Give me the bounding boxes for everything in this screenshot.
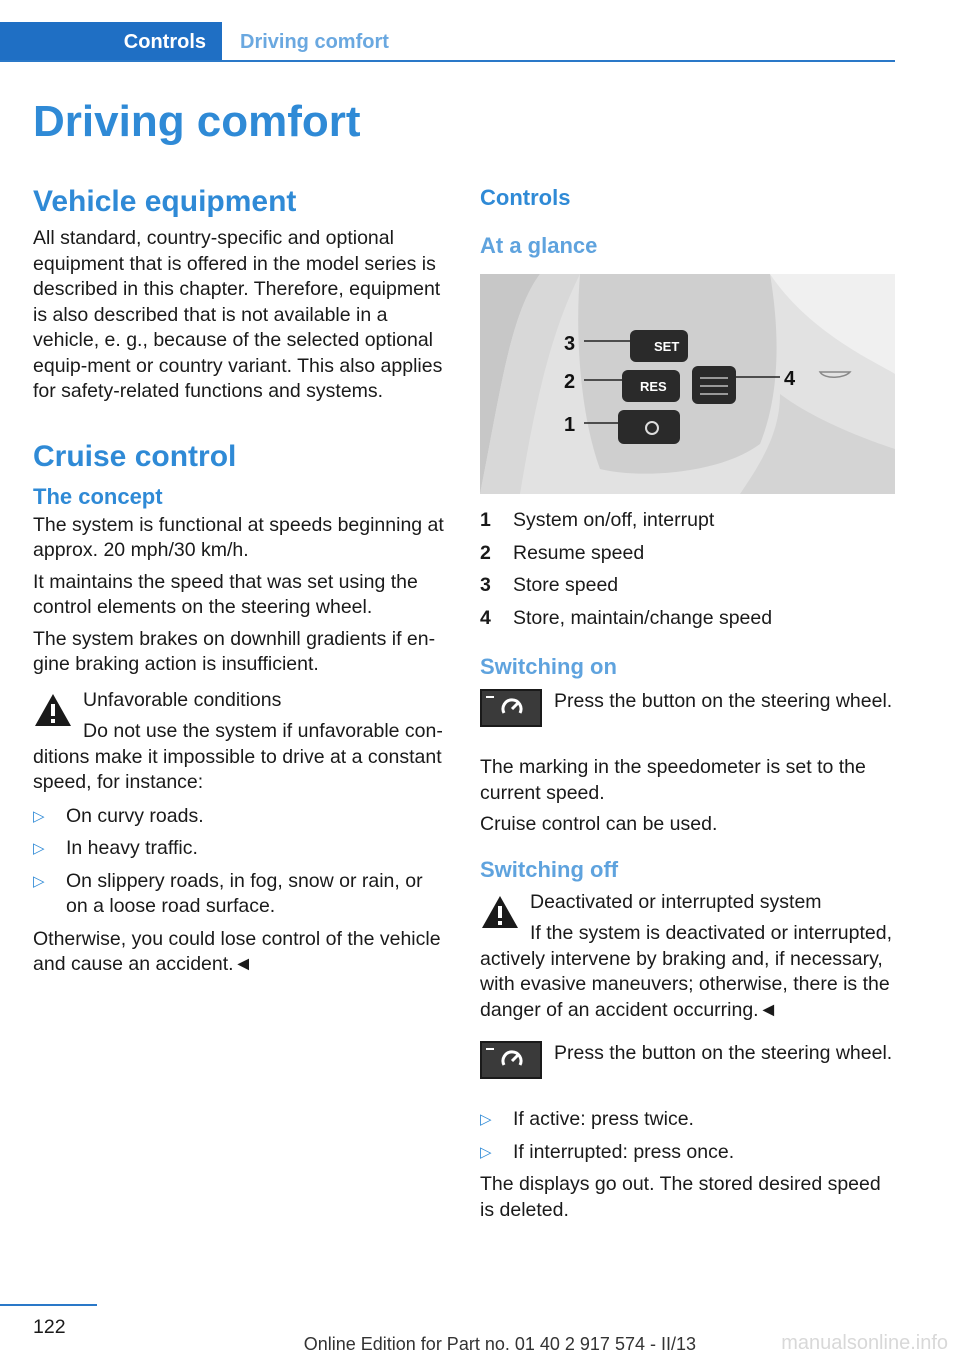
left-column xyxy=(33,178,449,984)
page-title: Driving comfort xyxy=(33,97,361,146)
switch-off-instruction: Press the button on the steering wheel. xyxy=(480,1041,896,1089)
callout-2: 2 xyxy=(564,371,576,393)
switch-off-list xyxy=(480,1107,896,1165)
warning-text: Do not use the system if unfavorable con-ditions make it impossible to drive at a constant speed, for instance: xyxy=(33,720,443,793)
switch-on-instruction: Press the button on the steering wheel. xyxy=(480,689,896,737)
chapter-tab[interactable]: Driving comfort xyxy=(240,30,389,53)
concept-p3: The system brakes on downhill gradients if en-gine braking action is insufficient. xyxy=(33,627,436,675)
triangle-bullet-icon: ▷ xyxy=(480,1143,492,1161)
switching-on-heading: Switching on xyxy=(480,654,617,679)
section-tab[interactable]: Controls xyxy=(0,22,222,62)
concept-p1: The system is functional at speeds beginning at approx. 20 mph/30 km/h. xyxy=(33,513,444,561)
list-item: ▷ On slippery roads, in fog, snow or rain, or on a loose road surface. xyxy=(33,869,423,917)
res-button-label: RES xyxy=(640,379,667,394)
vehicle-equipment-heading: Vehicle equipment xyxy=(33,185,297,218)
warning-closing: Otherwise, you could lose control of the vehicle and cause an accident.◄ xyxy=(33,927,441,975)
edition-text: Online Edition for Part no. 01 40 2 917 574 - II/13 xyxy=(303,1334,696,1354)
concept-p2: It maintains the speed that was set using the control elements on the steering wheel. xyxy=(33,570,418,618)
triangle-bullet-icon: ▷ xyxy=(33,807,45,825)
legend-item: 4 Store, maintain/change speed xyxy=(480,606,773,629)
callout-4: 4 xyxy=(784,368,796,390)
warning-deactivated xyxy=(480,890,896,1024)
triangle-bullet-icon: ▷ xyxy=(480,1111,492,1128)
header-divider xyxy=(0,60,895,62)
legend-list xyxy=(480,508,896,631)
steering-wheel-controls-image xyxy=(480,274,895,494)
legend-item: 1 System on/off, interrupt xyxy=(480,509,715,531)
callout-3: 3 xyxy=(564,333,576,355)
warning-title: Deactivated or interrupted system xyxy=(530,890,822,913)
watermark: manualsonline.info xyxy=(781,1332,948,1354)
triangle-bullet-icon: ▷ xyxy=(33,872,45,890)
conditions-list xyxy=(33,804,449,920)
right-column xyxy=(480,178,896,1229)
controls-heading: Controls xyxy=(480,185,571,210)
cruise-control-button-icon xyxy=(480,1041,542,1079)
switching-on-p1: The marking in the speedometer is set to the current speed. xyxy=(480,756,866,804)
warning-icon xyxy=(33,692,73,728)
callout-1: 1 xyxy=(564,414,576,436)
switching-off-heading: Switching off xyxy=(480,856,619,882)
warning-unfavorable xyxy=(33,688,449,796)
set-button-label: SET xyxy=(654,339,680,354)
list-item: ▷ If active: press twice. xyxy=(480,1107,896,1133)
steering-wheel-figure xyxy=(480,274,895,494)
warning-title: Unfavorable conditions xyxy=(83,688,282,711)
cruise-control-button-icon xyxy=(480,689,542,727)
legend-item: 2 Resume speed xyxy=(480,541,645,564)
list-item: ▷ On curvy roads. xyxy=(33,804,449,830)
triangle-bullet-icon: ▷ xyxy=(33,840,45,857)
cruise-control-heading: Cruise control xyxy=(33,439,237,473)
warning-text: If the system is deactivated or interrupted, actively intervene by braking and, if necessary, with evasive maneuvers; otherwise, there is the danger of an accident occurring.◄ xyxy=(480,922,893,1021)
concept-heading: The concept xyxy=(33,483,163,509)
switching-on-p2: Cruise control can be used. xyxy=(480,813,718,835)
switching-off-closing: The displays go out. The stored desired speed is deleted. xyxy=(480,1173,881,1221)
at-a-glance-heading: At a glance xyxy=(480,233,598,258)
page-number: 122 xyxy=(33,1316,66,1338)
footer-divider xyxy=(0,1304,97,1306)
legend-item: 3 Store speed xyxy=(480,574,619,596)
list-item: ▷ In heavy traffic. xyxy=(33,836,449,862)
warning-icon xyxy=(480,894,520,930)
vehicle-equipment-text: All standard, country-specific and optional equipment that is offered in the model series is described in this chapter. Therefore, equipment is also described that is not available in a vehicle, e. g., because of the selected optional equip-ment or country variant. This also applies for safety-related functions and systems. xyxy=(33,227,443,402)
list-item: ▷ If interrupted: press once. xyxy=(480,1140,896,1166)
